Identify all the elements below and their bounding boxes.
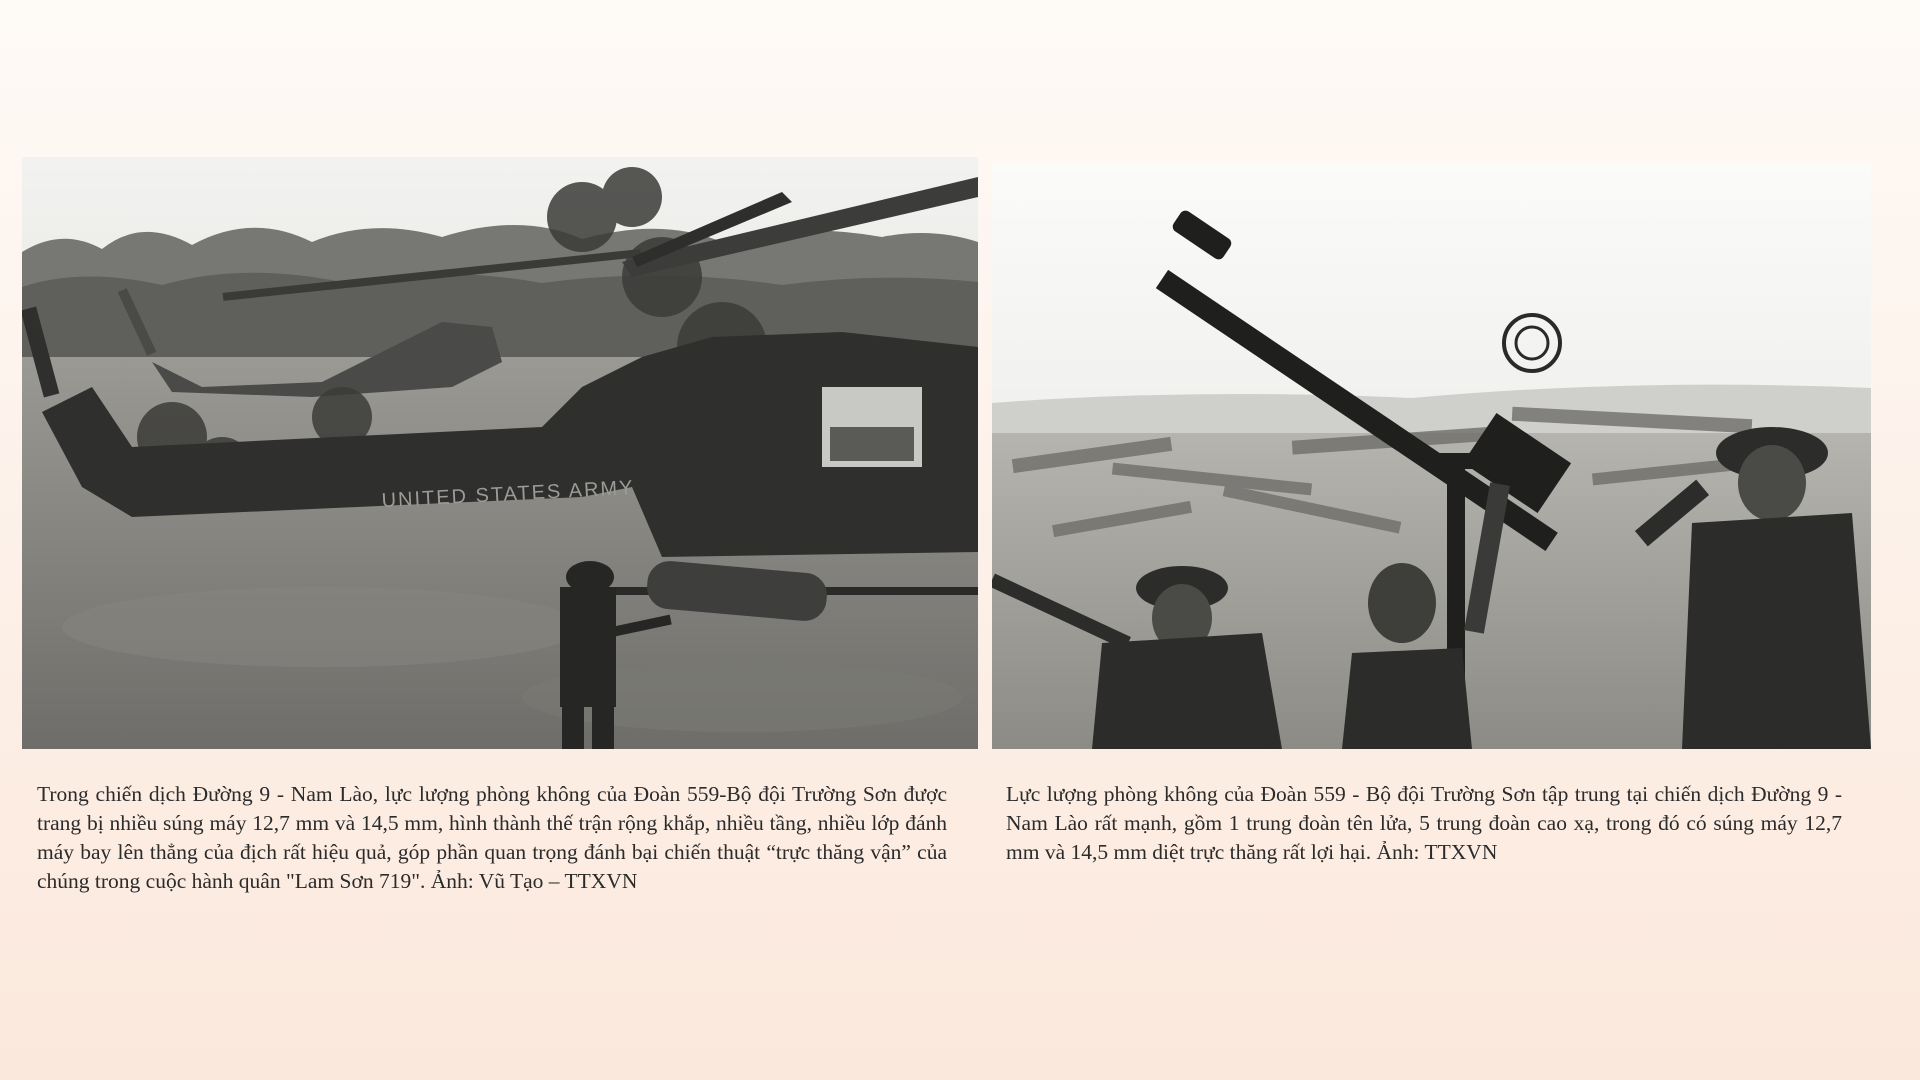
helicopter-photo-image xyxy=(22,157,978,749)
photo-caption-right: Lực lượng phòng không của Đoàn 559 - Bộ đội Trường Sơn tập trung tại chiến dịch Đường 9 - Nam Lào rất mạnh, gồm 1 trung đoàn tên lửa, 5 trung đoàn cao xạ, trong đó có súng máy 12,7 mm và 14,5 mm diệt trực thăng rất lợi hại. Ảnh: TTXVN xyxy=(1006,782,1842,864)
helicopter-photo xyxy=(22,157,978,749)
photo-caption-left: Trong chiến dịch Đường 9 - Nam Lào, lực lượng phòng không của Đoàn 559-Bộ đội Trường Sơn được trang bị nhiều súng máy 12,7 mm và 14,5 mm, hình thành thế trận rộng khắp, nhiều tầng, nhiều lớp đánh máy bay lên thẳng của địch rất hiệu quả, góp phần quan trọng đánh bại chiến thuật “trực thăng vận” của chúng trong cuộc hành quân "Lam Sơn 719". Ảnh: Vũ Tạo – TTXVN xyxy=(37,782,947,893)
tail-marking-text: UNITED STATES ARMY xyxy=(381,476,635,512)
machine-gun-crew-photo-image xyxy=(992,163,1871,749)
machine-gun-crew-photo xyxy=(992,163,1871,749)
